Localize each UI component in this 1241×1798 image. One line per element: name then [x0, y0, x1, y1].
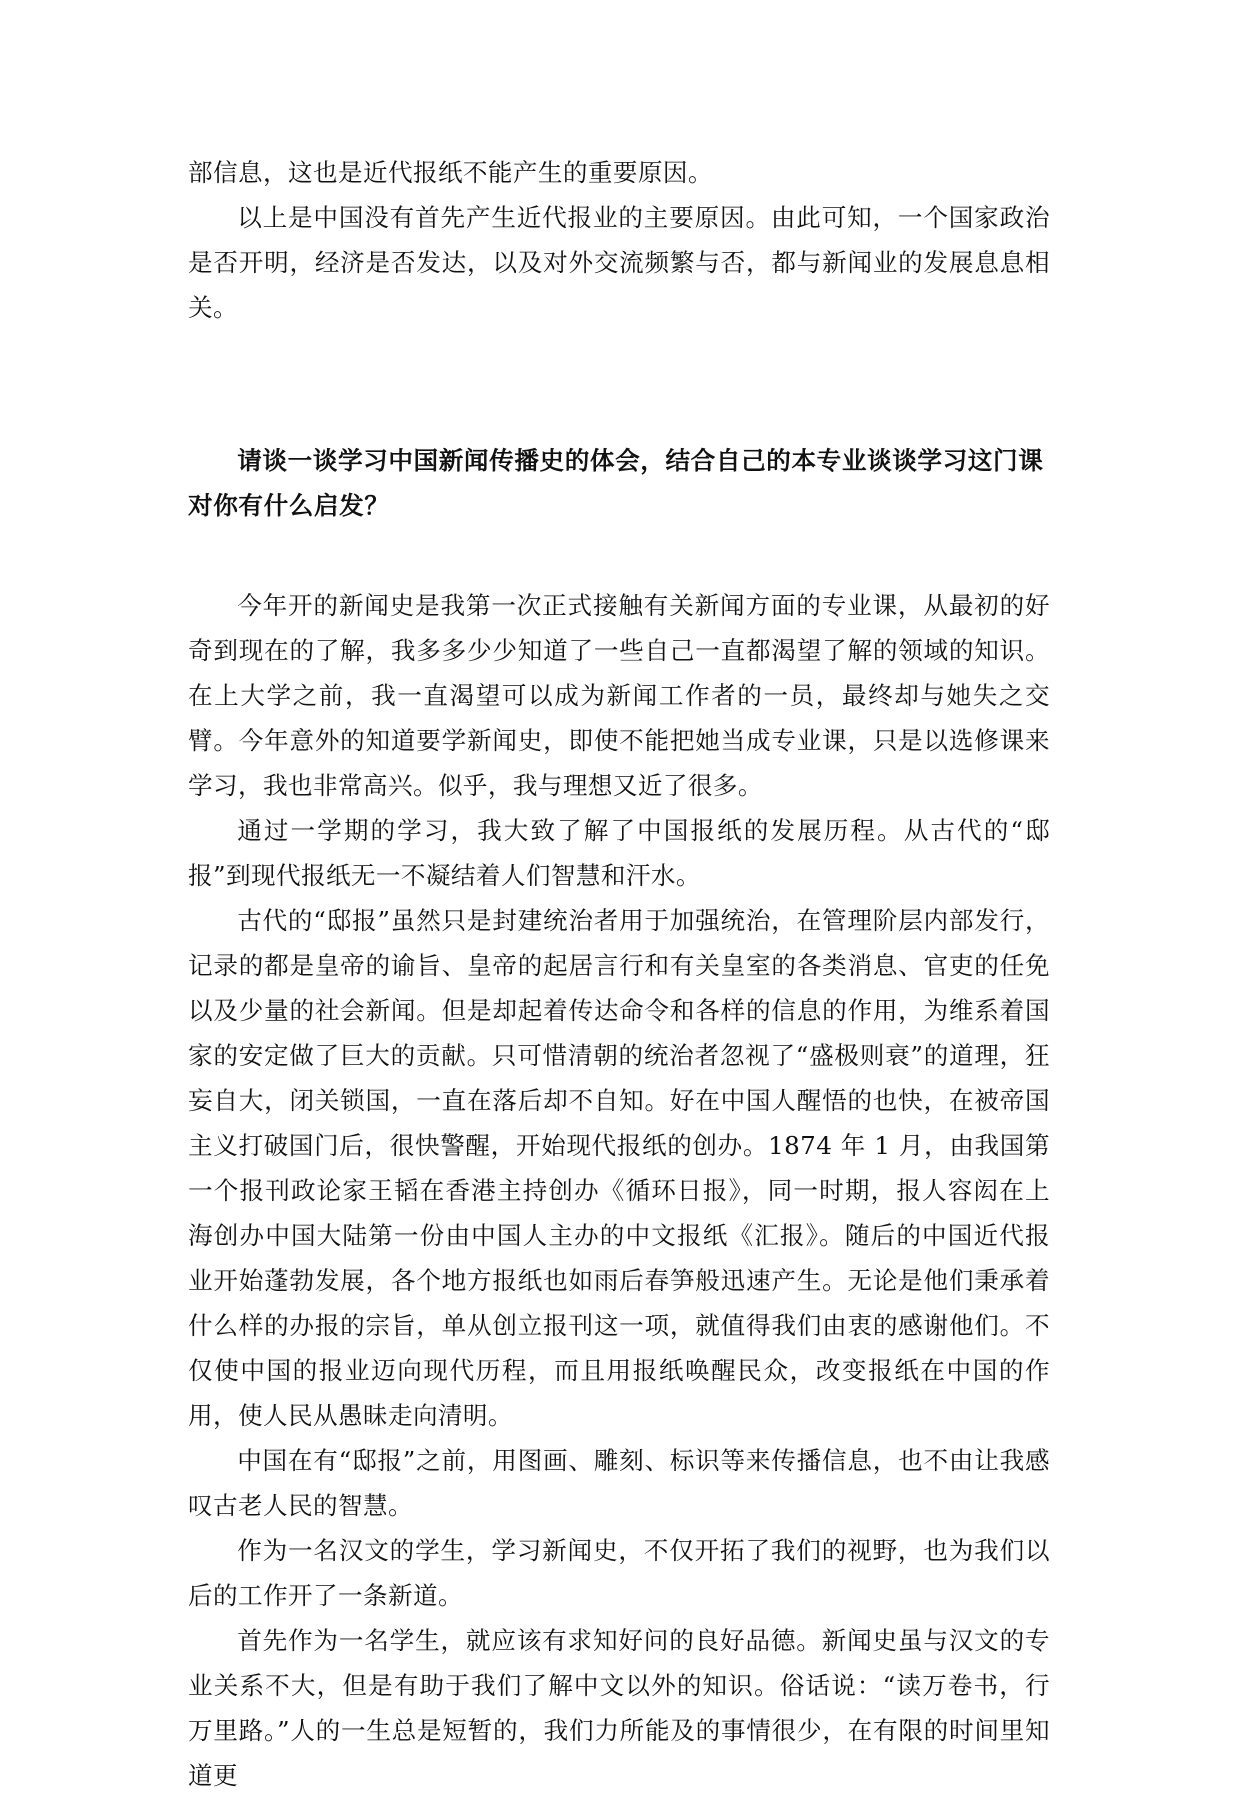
spacer [188, 330, 1050, 438]
paragraph: 首先作为一名学生，就应该有求知好问的良好品德。新闻史虽与汉文的专业关系不大，但是有助于我们了解中文以外的知识。俗话说：“读万卷书，行万里路。”人的一生总是短暂的，我们力所能及的事情很少，在有限的时间里知道更 [188, 1626, 1050, 1790]
paragraph: 中国在有“邸报”之前，用图画、雕刻、标识等来传播信息，也不由让我感叹古老人民的智慧。 [188, 1446, 1050, 1520]
paragraph-continuation: 部信息，这也是近代报纸不能产生的重要原因。 [188, 158, 713, 187]
spacer [188, 528, 1050, 583]
paragraph: 古代的“邸报”虽然只是封建统治者用于加强统治，在管理阶层内部发行，记录的都是皇帝的谕旨、皇帝的起居言行和有关皇室的各类消息、官吏的任免以及少量的社会新闻。但是却起着传达命令和各样的信息的作用，为维系着国家的安定做了巨大的贡献。只可惜清朝的统治者忽视了“盛极则衰”的道理，狂妄自大，闭关锁国，一直在落后却不自知。好在中国人醒悟的也快，在被帝国主义打破国门后，很快警醒，开始现代报纸的创办。1874 年 1 月，由我国第一个报刊政论家王韬在香港主持创办《循环日报》，同一时期，报人容闳在上海创办中国大陆第一份由中国人主办的中文报纸《汇报》。随后的中国近代报业开始蓬勃发展，各个地方报纸也如雨后春笋般迅速产生。无论是他们秉承着什么样的办报的宗旨，单从创立报刊这一项，就值得我们由衷的感谢他们。不仅使中国的报业迈向现代历程，而且用报纸唤醒民众，改变报纸在中国的作用，使人民从愚昧走向清明。 [188, 906, 1050, 1430]
question-heading: 请谈一谈学习中国新闻传播史的体会，结合自己的本专业谈谈学习这门课对你有什么启发？ [188, 446, 1044, 520]
paragraph: 今年开的新闻史是我第一次正式接触有关新闻方面的专业课，从最初的好奇到现在的了解，我多多少少知道了一些自己一直都渴望了解的领域的知识。在上大学之前，我一直渴望可以成为新闻工作者的一员，最终却与她失之交臂。今年意外的知道要学新闻史，即使不能把她当成专业课，只是以选修课来学习，我也非常高兴。似乎，我与理想又近了很多。 [188, 591, 1050, 800]
document-page [188, 150, 1050, 1798]
paragraph: 通过一学期的学习，我大致了解了中国报纸的发展历程。从古代的“邸报”到现代报纸无一不凝结着人们智慧和汗水。 [188, 816, 1050, 890]
paragraph: 作为一名汉文的学生，学习新闻史，不仅开拓了我们的视野，也为我们以后的工作开了一条新道。 [188, 1536, 1050, 1610]
paragraph-summary: 以上是中国没有首先产生近代报业的主要原因。由此可知，一个国家政治是否开明，经济是否发达，以及对外交流频繁与否，都与新闻业的发展息息相关。 [188, 203, 1050, 322]
